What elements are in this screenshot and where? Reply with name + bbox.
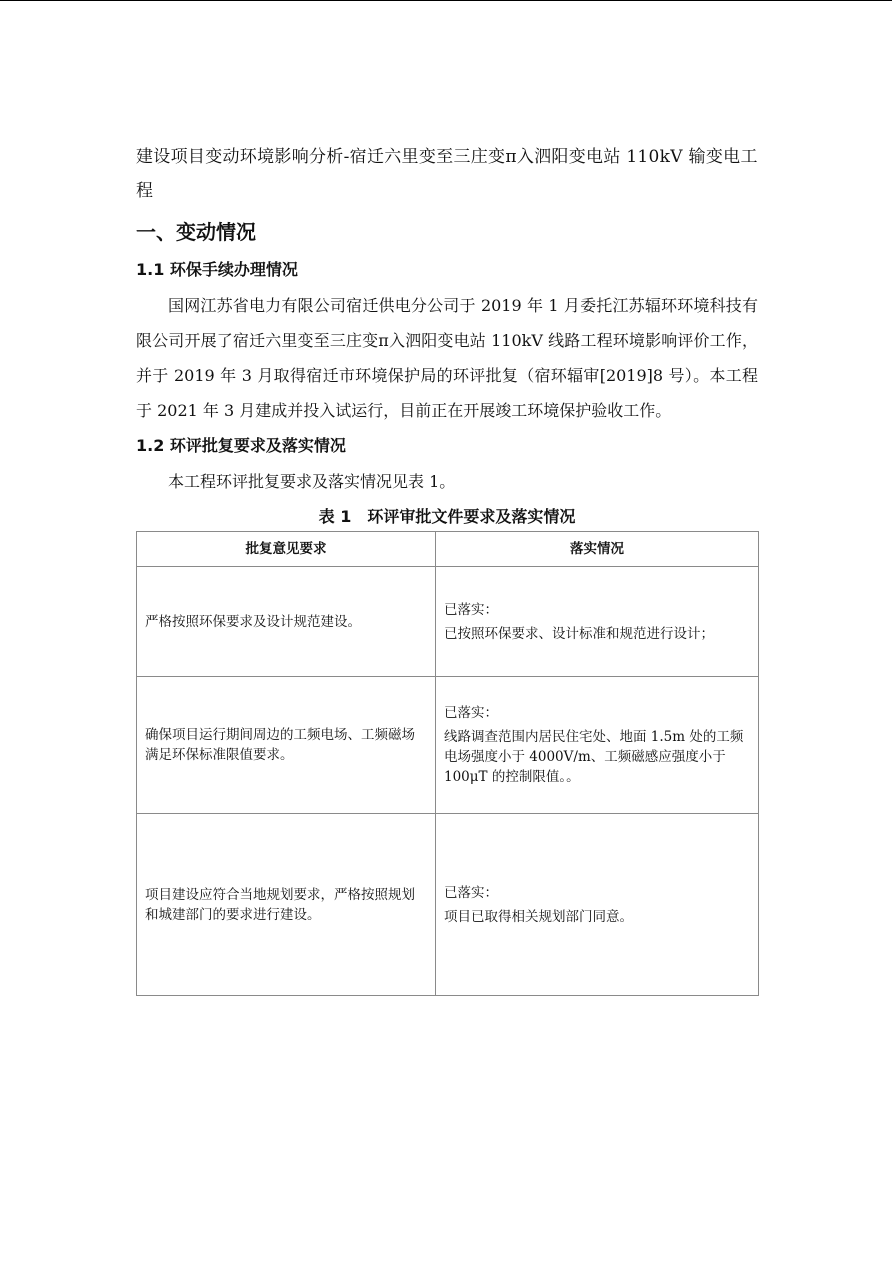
implementation-cell — [436, 677, 759, 814]
requirement-cell: 项目建设应符合当地规划要求，严格按照规划和城建部门的要求进行建设。 — [137, 814, 436, 996]
document-page — [136, 140, 758, 996]
approval-paragraph: 本工程环评批复要求及落实情况见表 1。 — [168, 472, 456, 491]
detail-text: 项目已取得相关规划部门同意。 — [444, 908, 633, 925]
top-border-line — [0, 0, 892, 1]
table-header-row — [137, 532, 759, 567]
detail-text: 线路调查范围内居民住宅处、地面 1.5m 处的工频电场强度小于 4000V/m、工频磁感应强度小于 100μT 的控制限值。。 — [444, 729, 744, 785]
table-row — [137, 814, 759, 996]
header-implementation: 落实情况 — [436, 532, 759, 567]
status-text: 已落实： — [444, 601, 498, 618]
status-text: 已落实： — [444, 705, 498, 721]
section-heading-changes: 一、变动情况 — [136, 220, 256, 244]
table-row — [137, 567, 759, 677]
requirement-cell: 确保项目运行期间周边的工频电场、工频磁场满足环保标准限值要求。 — [137, 677, 436, 814]
subsection-heading-approval: 1.2 环评批复要求及落实情况 — [136, 436, 346, 455]
requirement-cell: 严格按照环保要求及设计规范建设。 — [137, 567, 436, 677]
detail-text: 已按照环保要求、设计标准和规范进行设计； — [444, 625, 714, 642]
table-row — [137, 677, 759, 814]
status-text: 已落实： — [444, 884, 498, 901]
header-requirement: 批复意见要求 — [137, 532, 436, 567]
implementation-cell — [436, 567, 759, 677]
procedures-paragraph: 国网江苏省电力有限公司宿迁供电分公司于 2019 年 1 月委托江苏辐环环境科技有限公司开展了宿迁六里变至三庄变π入泗阳变电站 110kV 线路工程环境影响评价工作，并于 2019 年 3 月取得宿迁市环境保护局的环评批复（宿环辐审[2019]8 号）。本工程于 2021 年 3 月建成并投入试运行，目前正在开展竣工环境保护验收工作。 — [136, 296, 758, 420]
subsection-heading-procedures: 1.1 环保手续办理情况 — [136, 260, 298, 279]
implementation-cell — [436, 814, 759, 996]
approval-table — [136, 531, 759, 996]
document-title: 建设项目变动环境影响分析-宿迁六里变至三庄变π入泗阳变电站 110kV 输变电工程 — [136, 147, 758, 201]
table-caption: 表 1 环评审批文件要求及落实情况 — [318, 507, 576, 526]
